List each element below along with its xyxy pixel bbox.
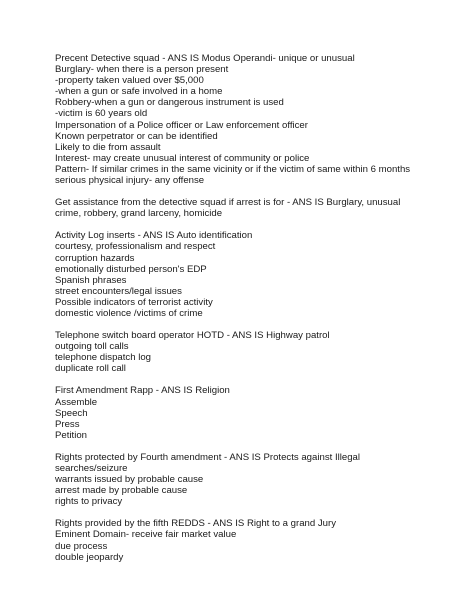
text-line: street encounters/legal issues [55, 285, 182, 297]
text-line: double jeopardy [55, 551, 124, 563]
text-line: Likely to die from assault [55, 141, 161, 153]
text-line: Impersonation of a Police officer or Law enforcement officer [55, 119, 308, 131]
text-line: Telephone switch board operator HOTD - ANS IS Highway patrol [55, 330, 330, 342]
text-line: domestic violence /victims of crime [55, 307, 203, 319]
text-line: Precent Detective squad - ANS IS Modus Operandi- unique or unusual [55, 53, 355, 64]
text-line: emotionally disturbed person's EDP [55, 263, 207, 275]
text-line: Press [55, 418, 80, 430]
text-line: telephone dispatch log [55, 352, 152, 364]
text-line: arrest made by probable cause [55, 485, 188, 497]
text-line: -victim is 60 years old [55, 108, 148, 120]
paragraph-fifth-amendment [55, 518, 465, 562]
text-line: corruption hazards [55, 252, 135, 264]
text-line: Possible indicators of terrorist activity [55, 296, 213, 308]
text-line: Eminent Domain- receive fair market value [55, 529, 237, 541]
document-body [55, 53, 465, 574]
text-line: Activity Log inserts - ANS IS Auto identification [55, 230, 253, 242]
text-line: searches/seizure [55, 463, 128, 474]
paragraph-detective-assistance [55, 197, 465, 219]
text-line: crime, robbery, grand larceny, homicide [55, 208, 223, 220]
text-line: courtesy, professionalism and respect [55, 241, 216, 253]
paragraph-fourth-amendment [55, 452, 465, 507]
text-line: Get assistance from the detective squad if arrest is for - ANS IS Burglary, unusual [55, 197, 401, 209]
text-line: Interest- may create unusual interest of community or police [55, 152, 310, 164]
text-line: due process [55, 540, 108, 552]
text-line: Known perpetrator or can be identified [55, 130, 218, 142]
text-line: serious physical injury- any offense [55, 175, 205, 187]
text-line: outgoing toll calls [55, 341, 129, 353]
text-line: Spanish phrases [55, 274, 127, 286]
paragraph-activity-log-inserts [55, 230, 465, 319]
paragraph-first-amendment [55, 385, 465, 440]
text-line: Assemble [55, 396, 98, 408]
text-line: Rights protected by Fourth amendment - ANS IS Protects against Illegal [55, 451, 361, 463]
text-line: -when a gun or safe involved in a home [55, 86, 223, 98]
text-line: Robbery-when a gun or dangerous instrument is used [55, 97, 284, 109]
text-line: -property taken valued over $5,000 [55, 75, 204, 87]
text-line: Burglary- when there is a person present [55, 64, 229, 76]
text-line: rights to privacy [55, 496, 123, 508]
text-line: Petition [55, 429, 87, 441]
text-line: First Amendment Rapp - ANS IS Religion [55, 385, 230, 397]
text-line: Speech [55, 407, 88, 419]
text-line: Rights provided by the fifth REDDS - ANS IS Right to a grand Jury [55, 518, 337, 530]
paragraph-precinct-detective-squad [55, 53, 465, 186]
paragraph-telephone-switchboard [55, 330, 465, 374]
text-line: Pattern- If similar crimes in the same vicinity or if the victim of same within 6 months [55, 163, 411, 175]
text-line: duplicate roll call [55, 363, 126, 375]
text-line: warrants issued by probable cause [55, 474, 204, 486]
